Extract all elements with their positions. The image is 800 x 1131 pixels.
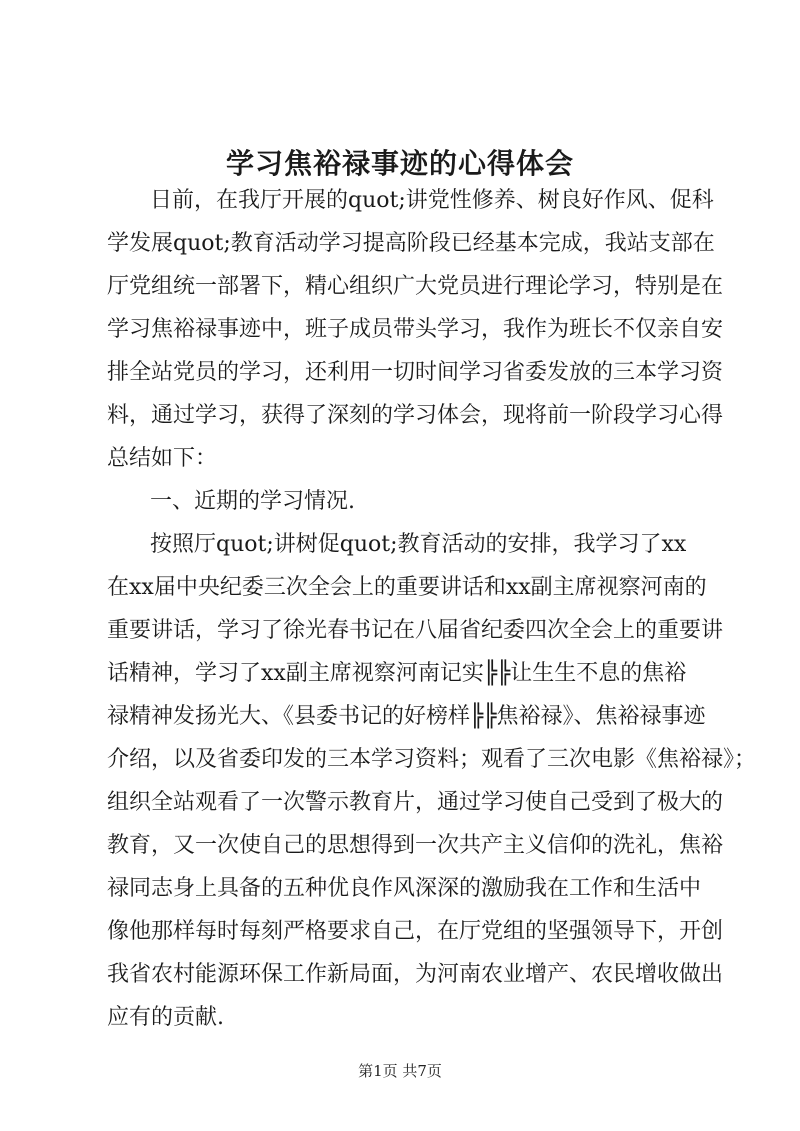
paragraph-line: 教育，又一次使自己的思想得到一次共产主义信仰的洗礼，焦裕 <box>107 833 724 858</box>
paragraph-line: 我省农村能源环保工作新局面，为河南农业增产、农民增收做出 <box>107 962 724 987</box>
paragraph-line: 料，通过学习，获得了深刻的学习体会，现将前一阶段学习心得 <box>107 403 724 428</box>
paragraph-line: 厅党组统一部署下，精心组织广大党员进行理论学习，特别是在 <box>107 274 724 299</box>
paragraph-line: 排全站党员的学习，还利用一切时间学习省委发放的三本学习资 <box>107 360 724 385</box>
paragraph-line: 像他那样每时每刻严格要求自己，在厅党组的坚强领导下，开创 <box>107 919 724 944</box>
paragraph-line: 日前，在我厅开展的quot;讲党性修养、树良好作风、促科 <box>150 188 714 213</box>
paragraph-line: 话精神，学习了xx副主席视察河南记实╠╠让生生不息的焦裕 <box>107 661 687 686</box>
paragraph-line: 介绍，以及省委印发的三本学习资料；观看了三次电影《焦裕禄》； <box>107 747 757 772</box>
paragraph-line: 重要讲话，学习了徐光春书记在八届省纪委四次全会上的重要讲 <box>107 618 724 643</box>
section-heading: 一、近期的学习情况. <box>150 489 355 514</box>
paragraph-line: 禄同志身上具备的五种优良作风深深的激励我在工作和生活中 <box>107 876 702 901</box>
paragraph-line: 学发展quot;教育活动学习提高阶段已经基本完成，我站支部在 <box>107 231 715 256</box>
page-number-footer: 第1页 共7页 <box>358 1062 442 1080</box>
paragraph-line: 应有的贡献. <box>107 1005 224 1030</box>
paragraph-line: 在xx届中央纪委三次全会上的重要讲话和xx副主席视察河南的 <box>107 575 707 600</box>
paragraph-line: 按照厅quot;讲树促quot;教育活动的安排，我学习了xx <box>150 532 687 557</box>
paragraph-line: 组织全站观看了一次警示教育片，通过学习使自己受到了极大的 <box>107 790 724 815</box>
document-title: 学习焦裕禄事迹的心得体会 <box>225 147 574 180</box>
paragraph-line: 禄精神发扬光大、《县委书记的好榜样╠╠焦裕禄》、焦裕禄事迹 <box>107 704 706 729</box>
paragraph-line: 总结如下： <box>107 446 218 471</box>
paragraph-line: 学习焦裕禄事迹中，班子成员带头学习，我作为班长不仅亲自安 <box>107 317 724 342</box>
